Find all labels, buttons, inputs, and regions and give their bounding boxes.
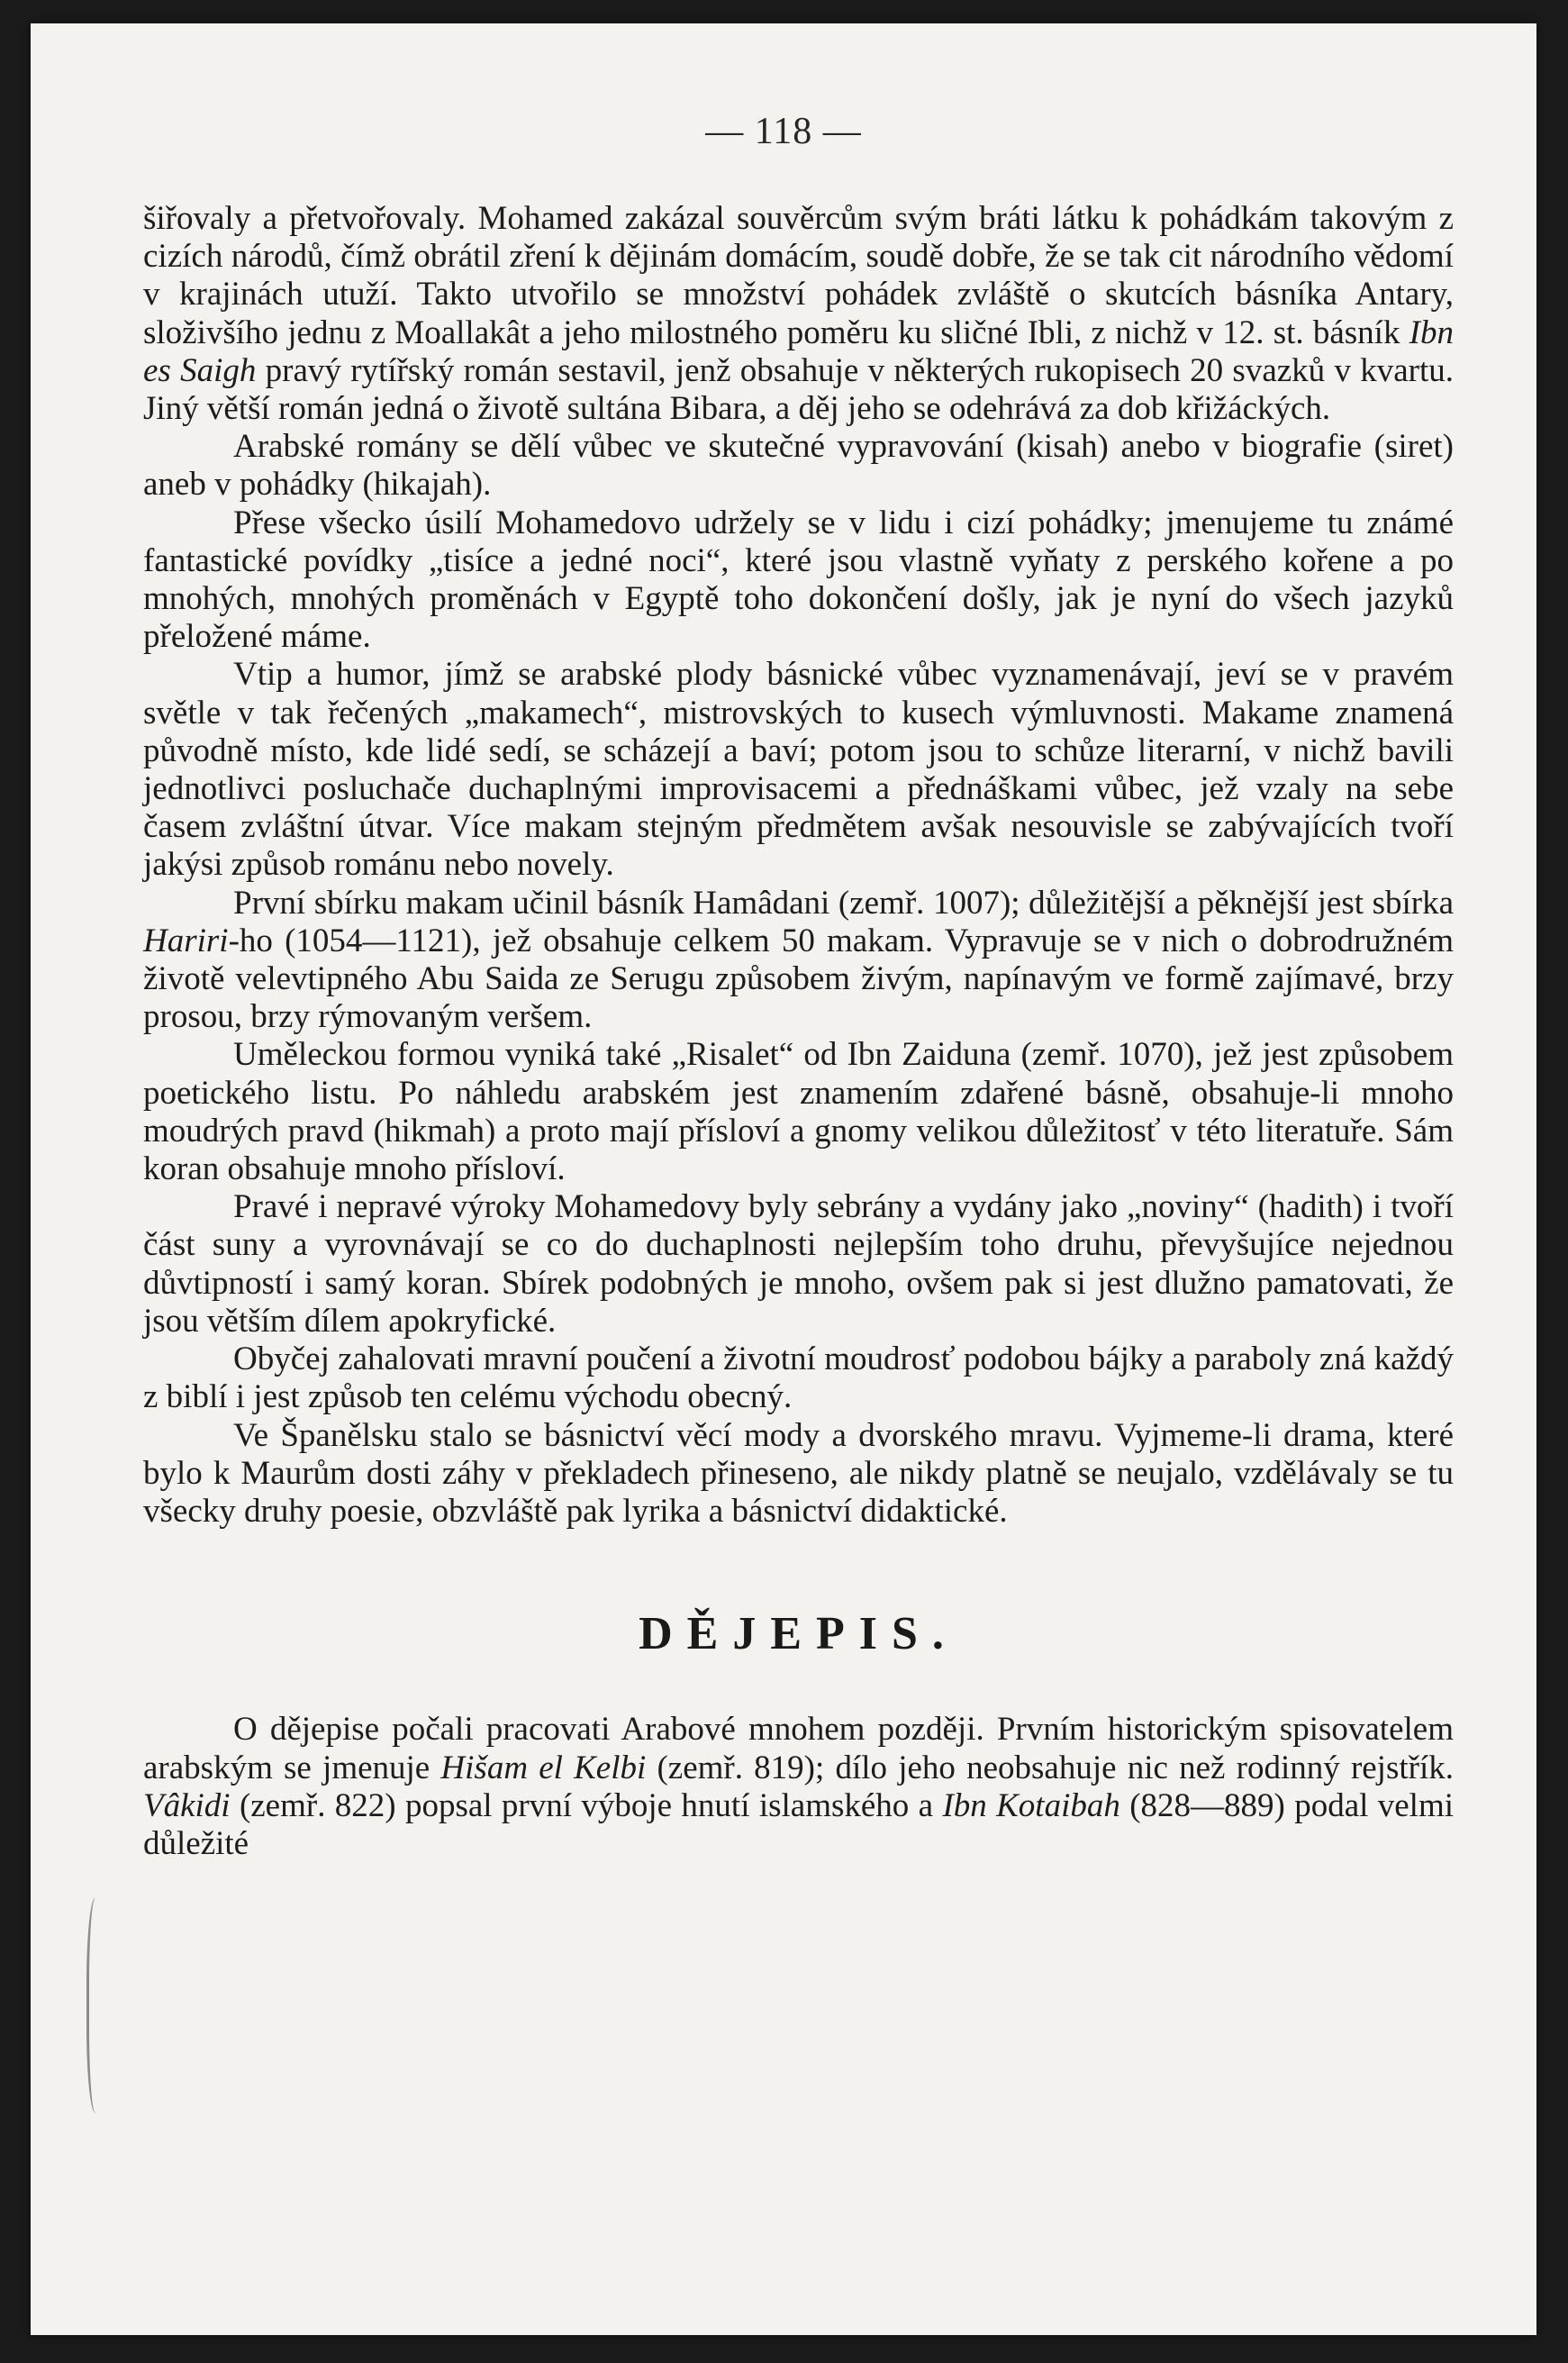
paragraph <box>143 1036 1454 1188</box>
text-run: šiřovaly a přetvořovaly. Mohamed zakázal souvěrcům svým bráti látku k pohádkám takovým z cizích národů, čímž obrátil zření k dějinám domácím, soudě dobře, že se tak cit národního vědomí v krajinách utuží. Takto utvořilo se množství pohádek zvláště o skutcích básníka Antary, složivšího jednu z Moallakât a jeho milostného poměru ku sličné Ibli, z nichž v 12. st. básník <box>143 200 1454 351</box>
paragraph <box>143 504 1454 657</box>
text-run: O dějepise počali pracovati Arabové mnohem později. Prvním historickým spisovatelem arabským se jmenuje <box>143 1711 1454 1786</box>
book-page <box>31 23 1536 2335</box>
paragraph <box>143 1188 1454 1341</box>
paragraph <box>143 428 1454 504</box>
text-run: Vtip a humor, jímž se arabské plody básnické vůbec vyznamenávají, jeví se v pravém světle v tak řečených „makamech“, mistrovských to kusech výmluvnosti. Makame znamená původně místo, kde lidé sedí, se scházejí a baví; potom jsou to schůze literarní, v nichž bavili jednotlivci posluchače duchaplnými improvisacemi a přednáškami vůbec, jež vzaly na sebe časem zvláštní útvar. Více makam stejným předmětem avšak nesouvisle se zabývajících tvoří jakýsi způsob románu nebo novely. <box>143 656 1454 884</box>
text-run: První sbírku makam učinil básník Hamâdani (zemř. 1007); důležitější a pěknější jest sbírka <box>233 884 1454 922</box>
paragraph <box>143 656 1454 884</box>
italic-name: Vâkidi <box>143 1786 231 1824</box>
section-paragraphs <box>143 1711 1454 1863</box>
text-run: pravý rytířský román sestavil, jenž obsahuje v některých rukopisech 20 svazků v kvartu. Jiný větší román jedná o životě sultána Bibara, a děj jeho se odehrává za dob křižáckých. <box>143 351 1454 428</box>
text-run: Ve Španělsku stalo se básnictví věcí mody a dvorského mravu. Vyjmeme-li drama, které bylo k Maurům dosti záhy v překladech přineseno, ale nikdy platně se neujalo, vzdělávaly se tu všecky druhy poesie, obzvláště pak lyrika a básnictví didaktické. <box>143 1416 1454 1530</box>
section-heading: DĚJEPIS. <box>639 1608 958 1660</box>
text-run: Pravé i nepravé výroky Mohamedovy byly sebrány a vydány jako „noviny“ (hadith) i tvoří část suny a vyrovnávají se co do duchaplnosti nejlepším toho druhu, převyšujíce nejednou důvtipností i samý koran. Sbírek podobných je mnoho, ovšem pak si jest dlužno pamatovati, že jsou větším dílem apokryfické. <box>143 1188 1454 1340</box>
paragraphs <box>143 200 1454 1531</box>
paragraph <box>143 885 1454 1037</box>
text-run: Přese všecko úsilí Mohamedovo udržely se v lidu i cizí pohádky; jmenujeme tu známé fantastické povídky „tisíce a jedné noci“, které jsou vlastně vyňaty z perského kořene a po mnohých, mnohých proměnách v Egyptě toho dokončení došly, jak je nyní do všech jazyků přeložené máme. <box>143 504 1454 656</box>
italic-name: Hariri <box>143 922 229 959</box>
text-run: -ho (1054—1121), jež obsahuje celkem 50 makam. Vypravuje se v nich o dobrodružném životě velevtipného Abu Saida ze Serugu způsobem živým, napínavým ve formě zajímavé, brzy prosou, brzy rýmovaným veršem. <box>143 922 1454 1036</box>
page-number: — 118 — <box>705 111 862 152</box>
text-run: (zemř. 819); dílo jeho neobsahuje nic než rodinný rejstřík. <box>646 1749 1454 1786</box>
italic-name: Ibn es Saigh <box>143 314 1454 389</box>
italic-name: Ibn Kotaibah <box>942 1786 1120 1824</box>
text-run: (zemř. 822) popsal první výboje hnutí islamského a <box>230 1786 943 1824</box>
text-run: Uměleckou formou vyniká také „Risalet“ od Ibn Zaiduna (zemř. 1070), jež jest způsobem poetického listu. Po náhledu arabském jest znamením zdařené básně, obsahuje-li mnoho moudrých pravd (hikmah) a proto mají přísloví a gnomy velikou důležitosť v této literatuře. Sám koran obsahuje mnoho přísloví. <box>143 1036 1454 1188</box>
body-text <box>143 200 1454 1863</box>
paragraph <box>143 200 1454 428</box>
paragraph <box>143 1417 1454 1531</box>
text-run: Obyčej zahalovati mravní poučení a životní moudrosť podobou bájky a paraboly zná každý z biblí i jest způsob ten celému východu obecný. <box>143 1341 1454 1416</box>
margin-pencil-mark <box>86 1897 109 2113</box>
text-run: Arabské romány se dělí vůbec ve skutečné vypravování (kisah) anebo v biografie (siret) aneb v pohádky (hikajah). <box>143 428 1454 504</box>
paragraph <box>143 1341 1454 1416</box>
italic-name: Hišam el Kelbi <box>440 1749 647 1786</box>
paragraph <box>143 1711 1454 1863</box>
text-run: (828—889) podal velmi důležité <box>143 1786 1455 1862</box>
